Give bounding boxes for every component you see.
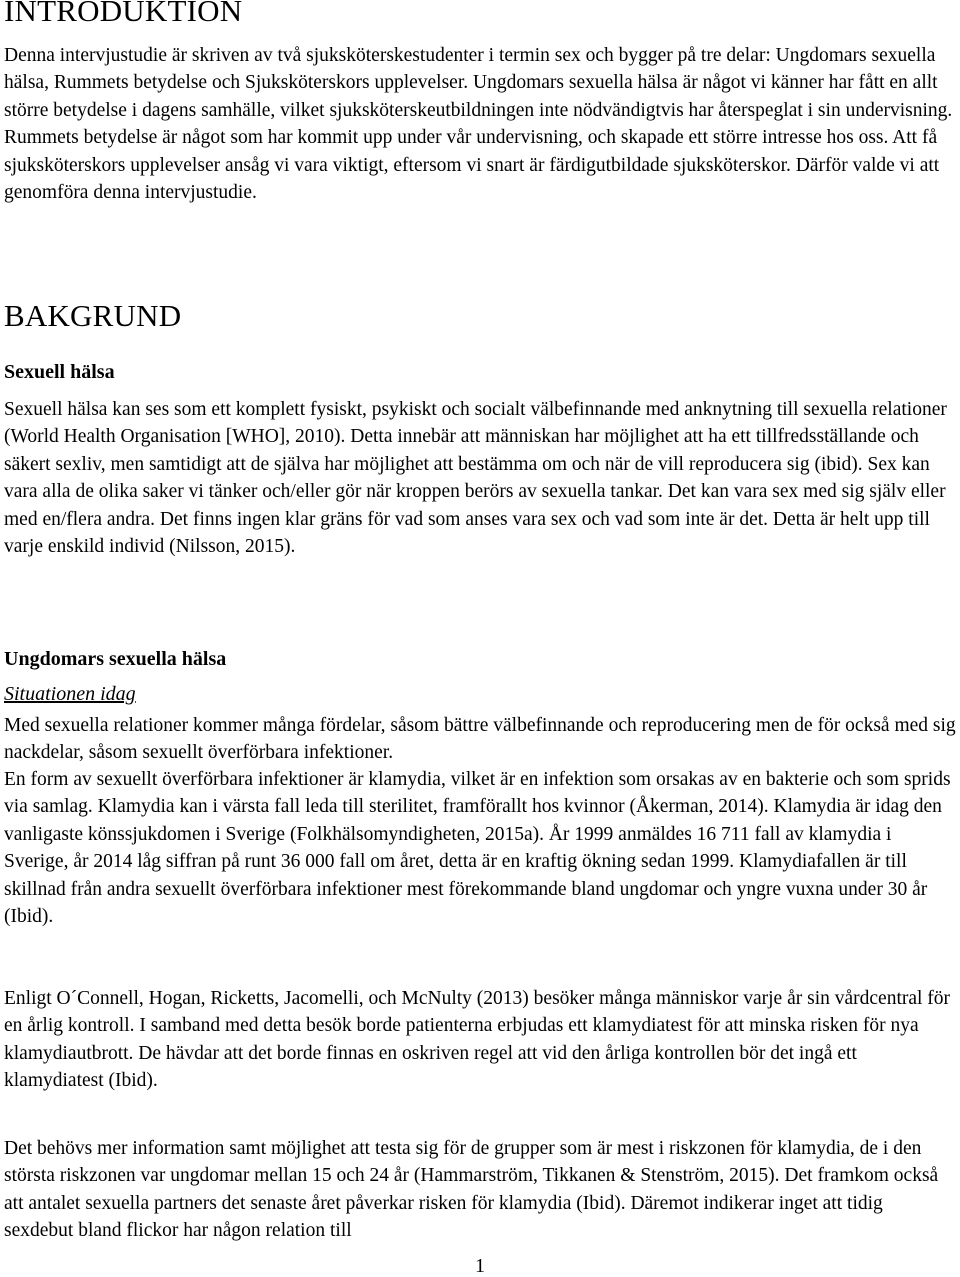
subheading-youth-sexual-health: Ungdomars sexuella hälsa xyxy=(4,648,227,670)
paragraph-chlamydia: En form av sexuellt överförbara infektioner är klamydia, vilket är en infektion som orsakas av en bakterie och som sprids via samlag. Klamydia kan i värsta fall leda till sterilitet, framförallt hos kvinnor (Åkerman, 2014). Klamydia är idag den vanligaste könssjukdomen i Sverige (Folkhälsomyndigheten, 2015a). År 1999 anmäldes 16 711 fall av klamydia i Sverige, år 2014 låg siffran på runt 36 000 fall om året, detta är en kraftig ökning sedan 1999. Klamydiafallen är till skillnad från andra sexuellt överförbara infektioner mest förekommande bland ungdomar och yngre vuxna under 30 år (Ibid). xyxy=(4,769,951,928)
paragraph-relations: Med sexuella relationer kommer många fördelar, såsom bättre välbefinnande och reproducering men de för också med sig nackdelar, såsom sexuellt överförbara infektioner. xyxy=(4,715,956,764)
subheading-current-situation: Situationen idag xyxy=(4,683,136,705)
intro-paragraph: Denna intervjustudie är skriven av två sjuksköterskestudenter i termin sex och bygger på tre delar: Ungdomars sexuella hälsa, Rummets betydelse och Sjuksköterskors upplevelser. Ungdomars sexuella hälsa är något vi känner har fått en allt större betydelse i dagens samhälle, vilket sjuksköterskeutbildningen inte nödvändigtvis har återspeglat i sin undervisning. Rummets betydelse är något som har kommit upp under vår undervisning, och skapade ett större intresse hos oss. Att få sjuksköterskors upplevelser ansåg vi vara viktigt, eftersom vi snart är färdigutbildade sjuksköterskor. Därför valde vi att genomföra denna intervjustudie. xyxy=(4,45,953,204)
heading-introduction: INTRODUKTION xyxy=(4,0,243,28)
paragraph-oconnell: Enligt O´Connell, Hogan, Ricketts, Jacomelli, och McNulty (2013) besöker många människor varje år sin vårdcentral för en årlig kontroll. I samband med detta besök borde patienterna erbjudas ett klamydiatest för att minska risken för nya klamydiautbrott. De hävdar att det borde finnas en oskriven regel att vid den årliga kontrollen bör det ingå ett klamydiatest (Ibid). xyxy=(4,988,951,1092)
paragraph-information: Det behövs mer information samt möjlighet att testa sig för de grupper som är mest i riskzonen för klamydia, de i den största riskzonen var ungdomar mellan 15 och 24 år (Hammarström, Tikkanen & Stenström, 2015). Det framkom också att antalet sexuella partners det senaste året påverkar risken för klamydia (Ibid). Däremot indikerar inget att tidig sexdebut bland flickor har någon relation till xyxy=(4,1138,939,1242)
paragraph-sexual-health: Sexuell hälsa kan ses som ett komplett fysiskt, psykiskt och socialt välbefinnande med anknytning till sexuella relationer (World Health Organisation [WHO], 2010). Detta innebär att människan har möjlighet att ha ett tillfredsställande och säkert sexliv, men samtidigt att de själva har möjlighet att bestämma om och när de vill reproducera sig (ibid). Sex kan vara alla de olika saker vi tänker och/eller gör när kroppen berörs av sexuella tankar. Det kan vara sex med sig själv eller med en/flera andra. Det finns ingen klar gräns för vad som anses vara sex och vad som inte är det. Detta är helt upp till varje enskild individ (Nilsson, 2015). xyxy=(4,399,947,558)
heading-background: BAKGRUND xyxy=(4,298,182,333)
subheading-sexual-health: Sexuell hälsa xyxy=(4,361,115,383)
page-number: 1 xyxy=(475,1255,485,1277)
